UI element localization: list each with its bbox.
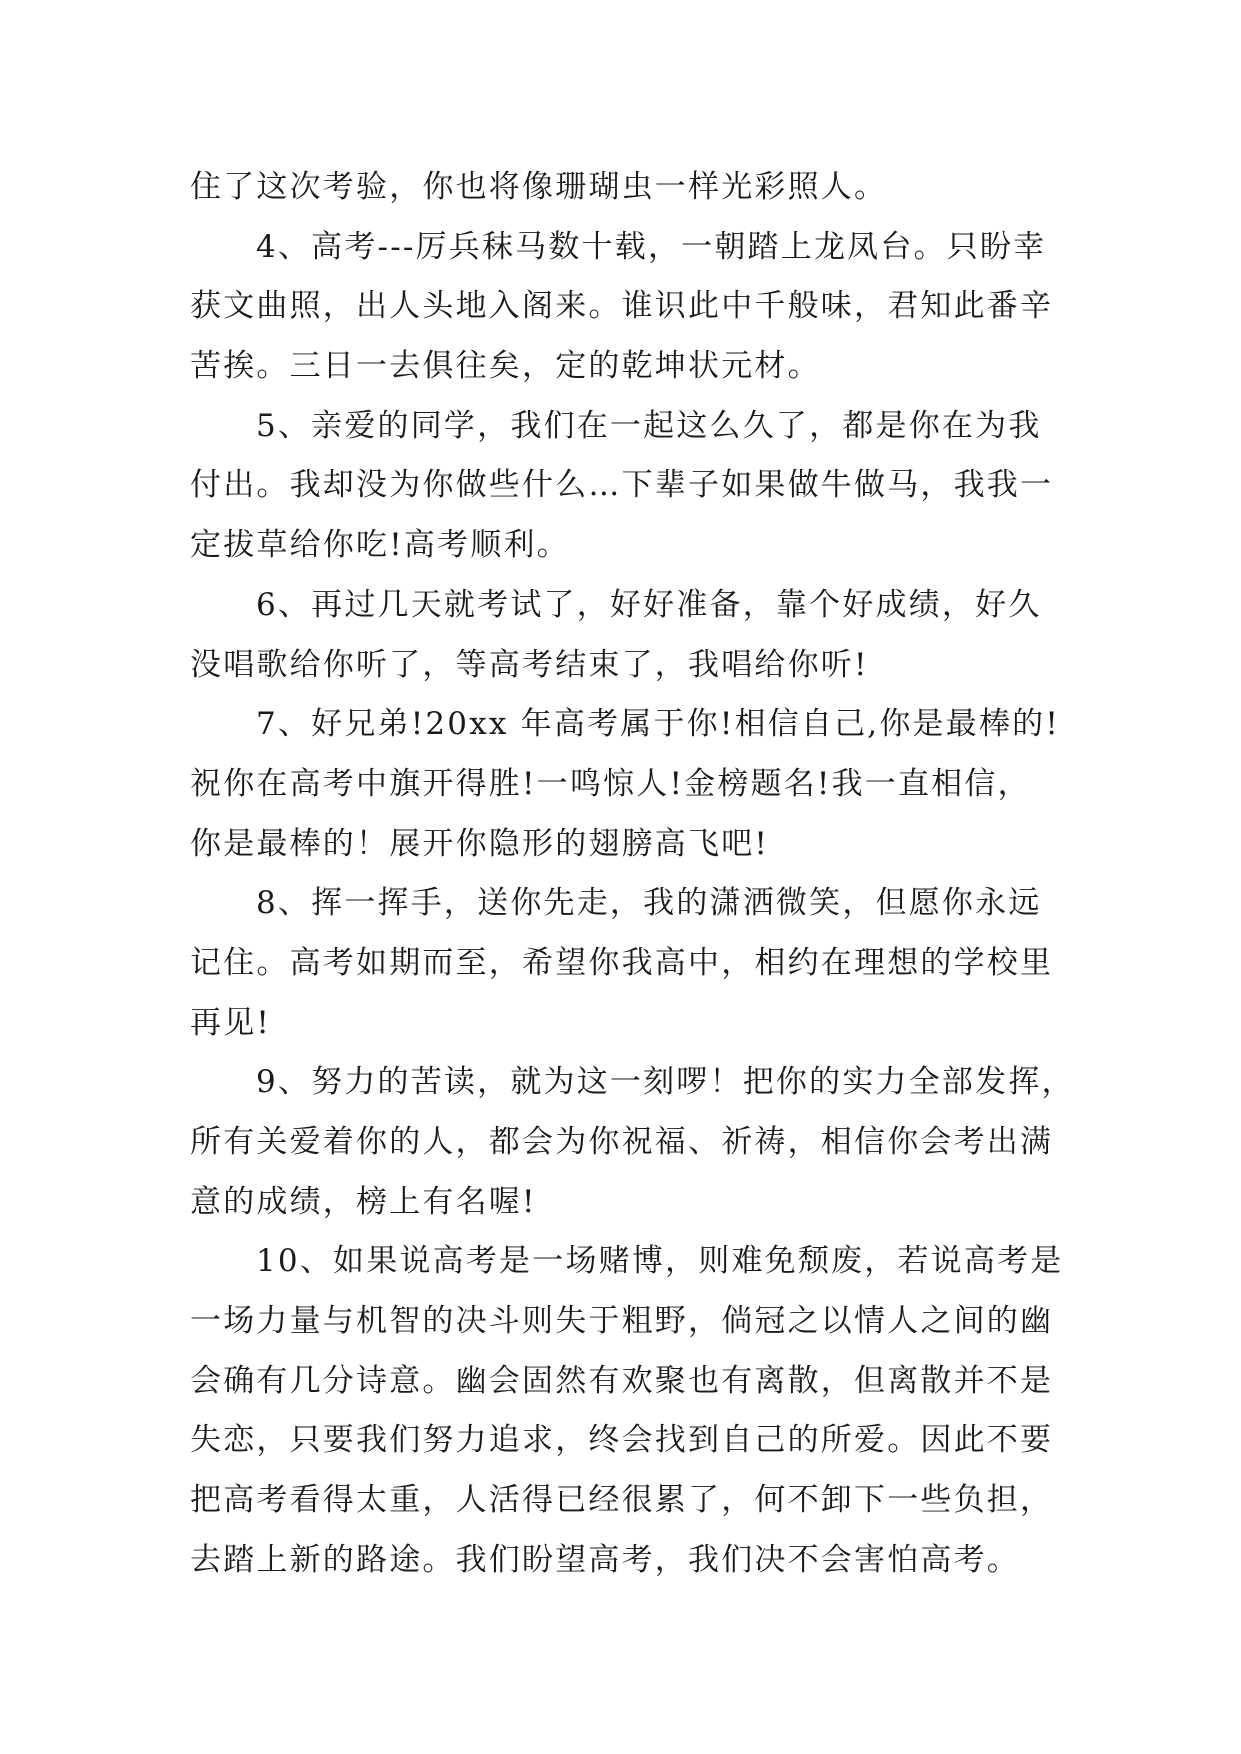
paragraph-10 (190, 1232, 1064, 1590)
text-line: 你是最棒的！展开你隐形的翅膀高飞吧! (190, 825, 770, 862)
text-line: 把高考看得太重，人活得已经很累了，何不卸下一些负担， (190, 1482, 1054, 1519)
text-line: 意的成绩，榜上有名喔! (190, 1183, 537, 1220)
paragraph-5 (190, 397, 1052, 576)
text-line: 祝你在高考中旗开得胜!一鸣惊人!金榜题名!我一直相信， (190, 765, 1031, 802)
paragraph-8 (190, 874, 1052, 1053)
paragraph-9 (190, 1053, 1075, 1232)
text-line: 10、如果说高考是一场赌博，则难免颓废，若说高考是 (256, 1243, 1064, 1280)
text-line: 没唱歌给你听了，等高考结束了，我唱给你听! (190, 646, 869, 683)
paragraph-continuation (190, 158, 1052, 218)
text-line: 记住。高考如期而至，希望你我高中，相约在理想的学校里 (190, 944, 1054, 981)
text-line: 苦挨。三日一去俱往矣，定的乾坤状元材。 (190, 348, 821, 385)
paragraph-4 (190, 218, 1052, 397)
text-line: 再见! (190, 1004, 272, 1041)
text-line: 7、好兄弟!20xx 年高考属于你!相信自己,你是最棒的! (256, 706, 1061, 743)
text-line: 一场力量与机智的决斗则失于粗野，倘冠之以情人之间的幽 (190, 1303, 1054, 1340)
text-line: 9、努力的苦读，就为这一刻啰！把你的实力全部发挥， (256, 1064, 1075, 1101)
text-line: 8、挥一挥手，送你先走，我的潇洒微笑，但愿你永远 (256, 885, 1042, 922)
text-line: 去踏上新的路途。我们盼望高考，我们决不会害怕高考。 (190, 1541, 1020, 1578)
text-line: 4、高考---厉兵秣马数十载，一朝踏上龙凤台。只盼幸 (256, 228, 1047, 265)
text-line: 获文曲照，出人头地入阁来。谁识此中千般味，君知此番辛 (190, 288, 1054, 325)
text-line: 定拔草给你吃!高考顺利。 (190, 527, 570, 564)
text-line: 5、亲爱的同学，我们在一起这么久了，都是你在为我 (256, 407, 1042, 444)
text-line: 会确有几分诗意。幽会固然有欢聚也有离散，但离散并不是 (190, 1362, 1054, 1399)
text-line: 所有关爱着你的人，都会为你祝福、祈祷，相信你会考出满 (190, 1124, 1054, 1160)
paragraph-7 (190, 695, 1061, 874)
paragraph-6 (190, 576, 1052, 695)
text-line: 6、再过几天就考试了，好好准备，靠个好成绩，好久 (256, 586, 1042, 623)
document-body (190, 158, 1075, 1591)
text-line: 付出。我却没为你做些什么…下辈子如果做牛做马，我我一 (190, 467, 1054, 504)
text-line: 失恋，只要我们努力追求，终会找到自己的所爱。因此不要 (190, 1422, 1054, 1459)
text-line: 住了这次考验，你也将像珊瑚虫一样光彩照人。 (190, 169, 888, 205)
